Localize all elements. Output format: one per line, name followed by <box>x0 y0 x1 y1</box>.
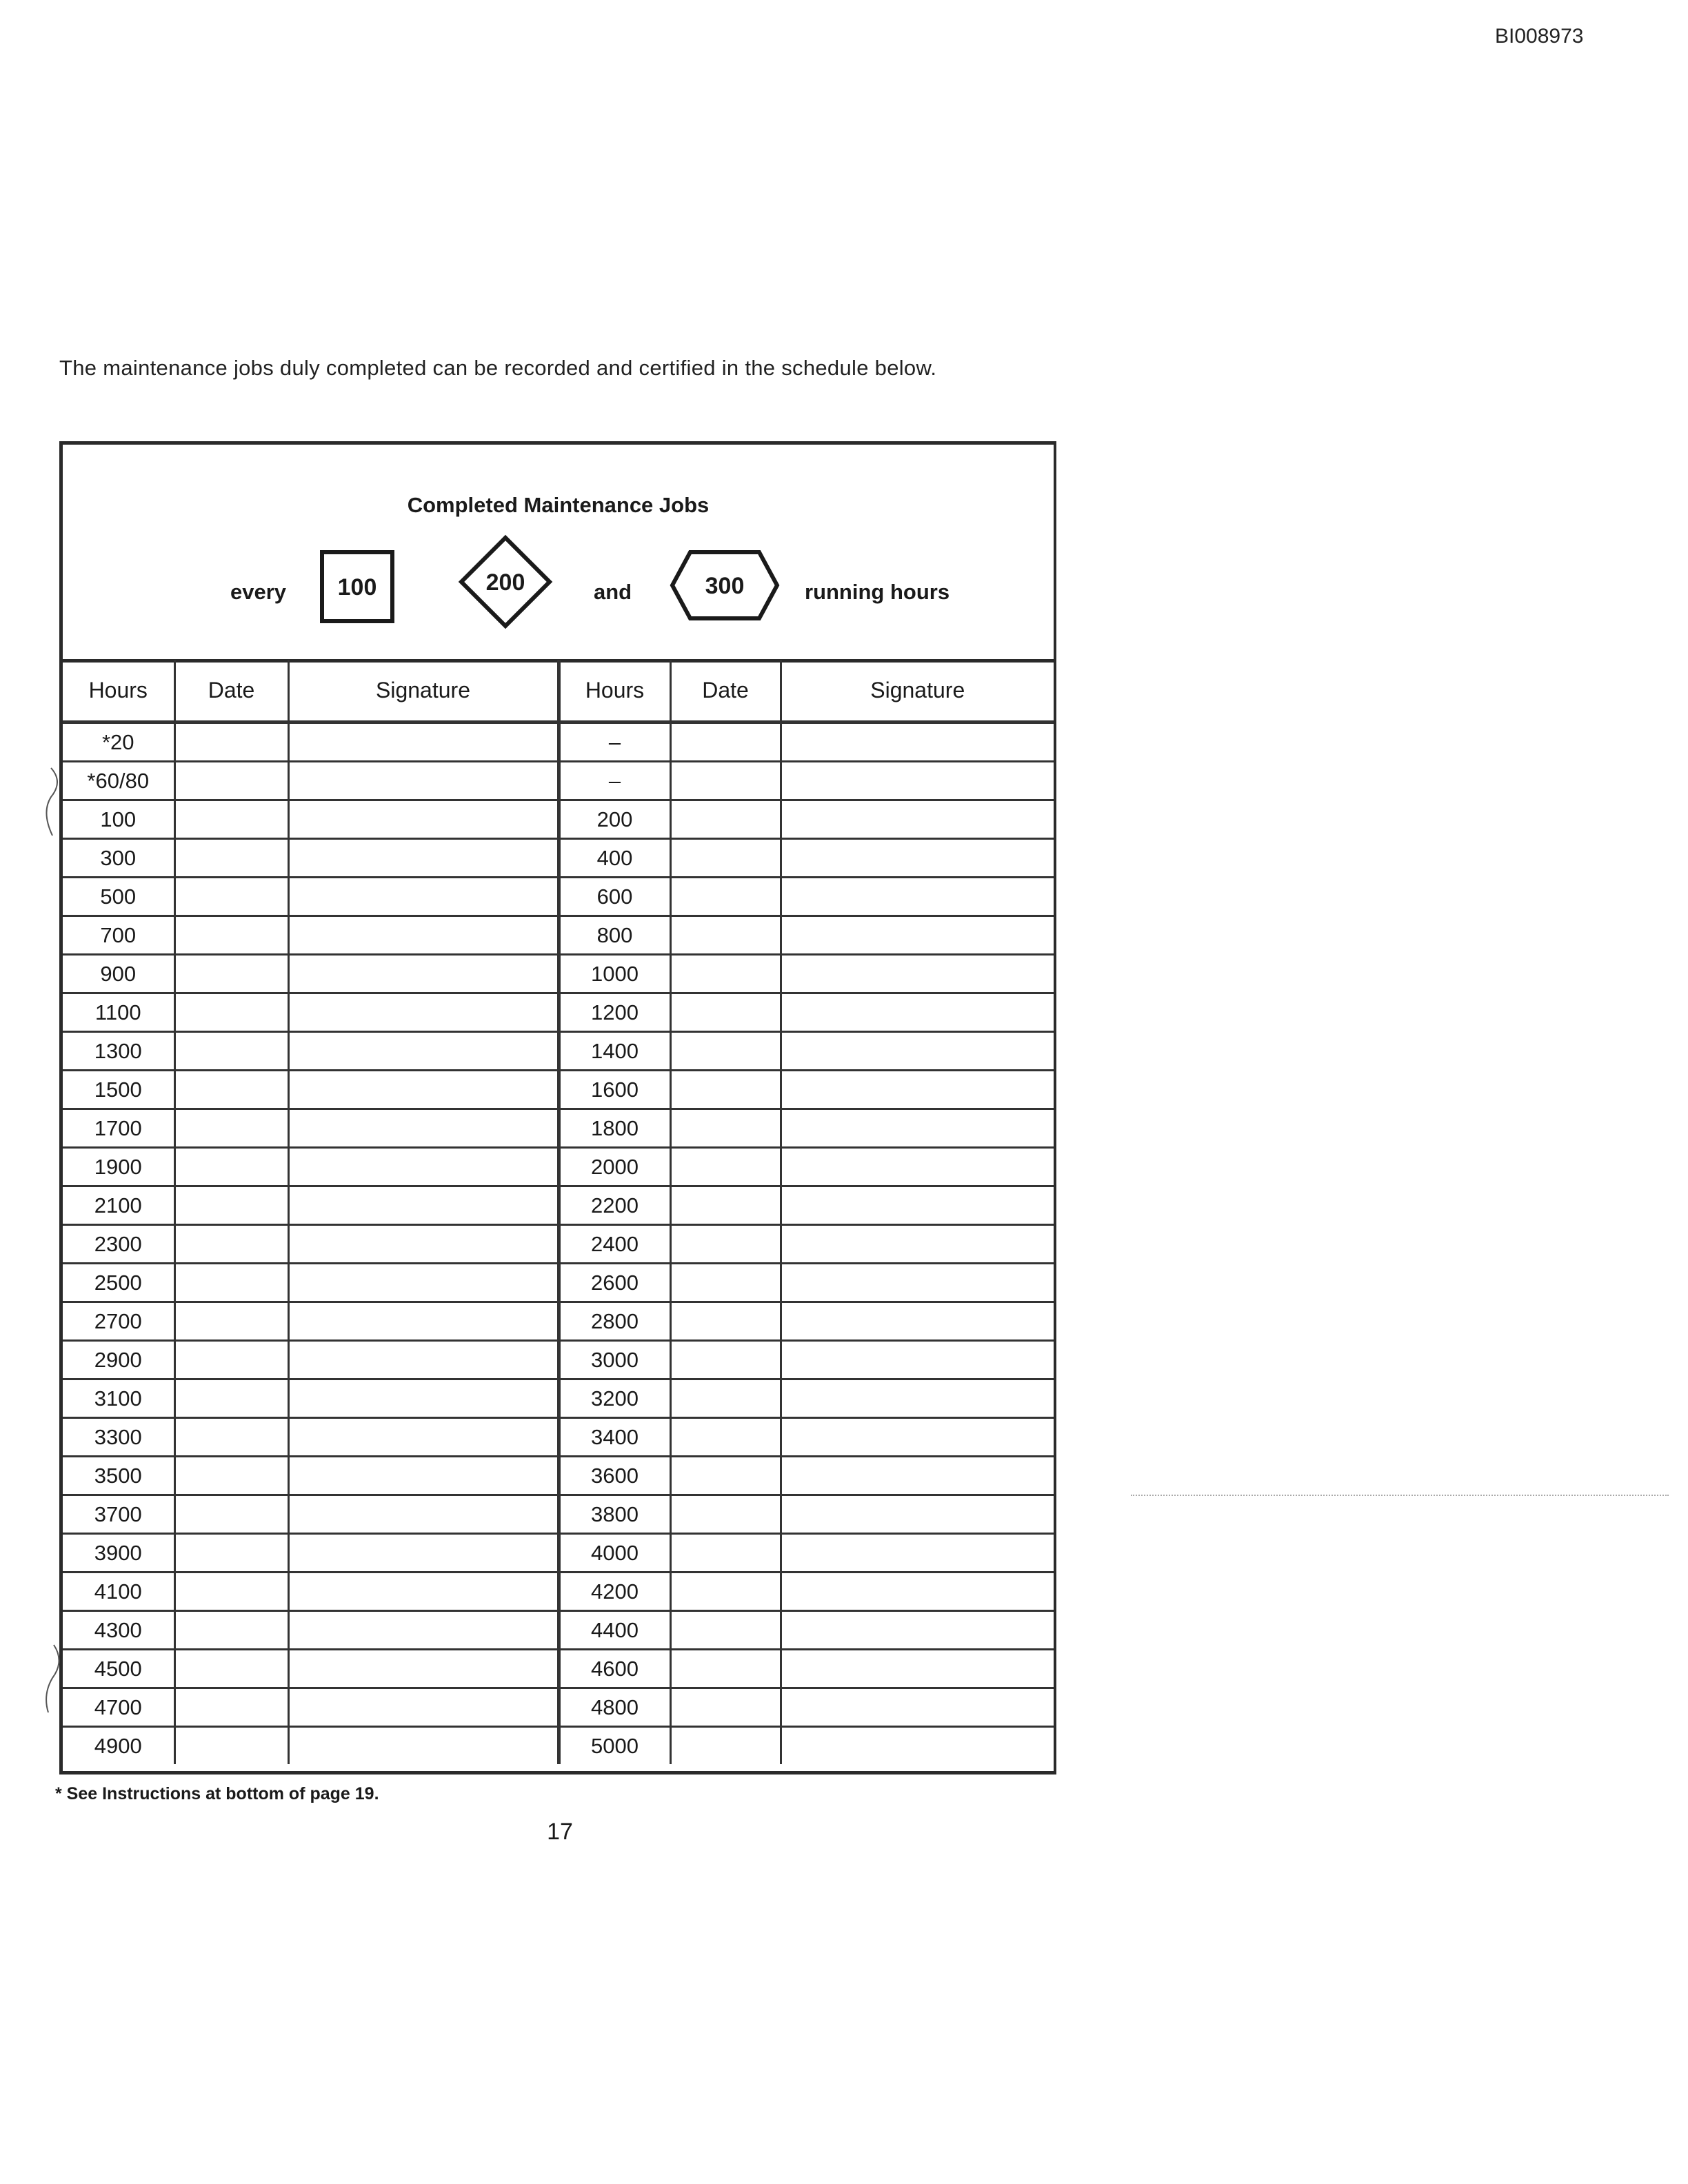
left-signature-cell[interactable] <box>288 1688 559 1727</box>
faint-rule <box>1131 1495 1669 1496</box>
table-row <box>63 1650 1054 1688</box>
right-hours-cell: – <box>559 762 670 800</box>
right-hours-cell: 2800 <box>559 1302 670 1341</box>
left-signature-cell[interactable] <box>288 993 559 1032</box>
right-signature-cell[interactable] <box>781 1611 1054 1650</box>
left-signature-cell[interactable] <box>288 1225 559 1264</box>
left-hours-cell: 3900 <box>63 1534 174 1573</box>
right-signature-cell[interactable] <box>781 878 1054 916</box>
left-signature-cell[interactable] <box>288 1379 559 1418</box>
left-signature-cell[interactable] <box>288 1071 559 1109</box>
left-hours-cell: 2100 <box>63 1186 174 1225</box>
left-signature-cell[interactable] <box>288 1186 559 1225</box>
left-date-cell[interactable] <box>174 1650 288 1688</box>
diamond-interval-value: 200 <box>485 569 525 596</box>
right-hours-cell: 2400 <box>559 1225 670 1264</box>
table-header-row <box>63 660 1054 722</box>
left-hours-cell: 500 <box>63 878 174 916</box>
table-row <box>63 1032 1054 1071</box>
left-hours-cell: 300 <box>63 839 174 878</box>
right-date-cell[interactable] <box>670 1109 781 1148</box>
table-row <box>63 1418 1054 1457</box>
left-date-cell[interactable] <box>174 1379 288 1418</box>
right-date-cell[interactable] <box>670 1032 781 1071</box>
left-hours-cell: 1300 <box>63 1032 174 1071</box>
right-date-cell[interactable] <box>670 839 781 878</box>
right-date-cell[interactable] <box>670 1225 781 1264</box>
left-signature-cell[interactable] <box>288 800 559 839</box>
right-hours-cell: 1200 <box>559 993 670 1032</box>
left-date-cell[interactable] <box>174 955 288 993</box>
right-date-cell[interactable] <box>670 1341 781 1379</box>
left-hours-cell: 2900 <box>63 1341 174 1379</box>
right-signature-cell[interactable] <box>781 1573 1054 1611</box>
right-hours-cell: 400 <box>559 839 670 878</box>
left-date-cell[interactable] <box>174 1071 288 1109</box>
right-hours-cell: 200 <box>559 800 670 839</box>
right-signature-cell[interactable] <box>781 993 1054 1032</box>
table-row <box>63 916 1054 955</box>
hexagon-interval-icon <box>670 549 780 621</box>
left-date-cell[interactable] <box>174 1457 288 1495</box>
right-hours-cell: 4200 <box>559 1573 670 1611</box>
left-hours-cell: 2300 <box>63 1225 174 1264</box>
left-signature-cell[interactable] <box>288 1341 559 1379</box>
table-row <box>63 955 1054 993</box>
left-hours-cell: 4700 <box>63 1688 174 1727</box>
right-date-cell[interactable] <box>670 1727 781 1765</box>
left-signature-cell[interactable] <box>288 1418 559 1457</box>
left-hours-cell: 900 <box>63 955 174 993</box>
right-date-cell[interactable] <box>670 993 781 1032</box>
table-row <box>63 1495 1054 1534</box>
right-date-cell[interactable] <box>670 1688 781 1727</box>
schedule-header <box>63 445 1054 663</box>
right-hours-cell: 4800 <box>559 1688 670 1727</box>
square-interval-icon <box>319 549 395 624</box>
table-row <box>63 1071 1054 1109</box>
left-signature-cell[interactable] <box>288 1302 559 1341</box>
left-date-cell[interactable] <box>174 1534 288 1573</box>
left-signature-cell[interactable] <box>288 1457 559 1495</box>
left-hours-header: Hours <box>63 660 174 722</box>
right-hours-cell: 5000 <box>559 1727 670 1765</box>
right-date-cell[interactable] <box>670 1611 781 1650</box>
left-hours-cell: 1900 <box>63 1148 174 1186</box>
right-date-cell[interactable] <box>670 916 781 955</box>
left-date-cell[interactable] <box>174 1727 288 1765</box>
right-signature-cell[interactable] <box>781 955 1054 993</box>
table-row <box>63 1186 1054 1225</box>
left-date-cell[interactable] <box>174 993 288 1032</box>
right-signature-cell[interactable] <box>781 1418 1054 1457</box>
left-date-cell[interactable] <box>174 762 288 800</box>
left-hours-cell: 3500 <box>63 1457 174 1495</box>
left-signature-cell[interactable] <box>288 1727 559 1765</box>
binder-mark-lower-icon <box>28 1641 62 1717</box>
table-row <box>63 878 1054 916</box>
left-hours-cell: 3700 <box>63 1495 174 1534</box>
left-signature-cell[interactable] <box>288 1495 559 1534</box>
right-signature-cell[interactable] <box>781 1264 1054 1302</box>
table-row <box>63 1264 1054 1302</box>
running-hours-label: running hours <box>805 580 950 604</box>
left-date-cell[interactable] <box>174 878 288 916</box>
right-hours-cell: 2200 <box>559 1186 670 1225</box>
left-signature-header: Signature <box>288 660 559 722</box>
right-hours-cell: 800 <box>559 916 670 955</box>
right-signature-cell[interactable] <box>781 722 1054 762</box>
intro-text: The maintenance jobs duly completed can be recorded and certified in the schedule below. <box>59 356 937 380</box>
left-date-cell[interactable] <box>174 1148 288 1186</box>
left-date-header: Date <box>174 660 288 722</box>
right-signature-cell[interactable] <box>781 1650 1054 1688</box>
right-hours-cell: 2600 <box>559 1264 670 1302</box>
schedule-table <box>63 660 1054 1764</box>
right-hours-cell: 3600 <box>559 1457 670 1495</box>
right-date-cell[interactable] <box>670 762 781 800</box>
right-hours-cell: 1800 <box>559 1109 670 1148</box>
left-hours-cell: 3300 <box>63 1418 174 1457</box>
hexagon-interval-value: 300 <box>705 573 745 599</box>
right-hours-cell: 4000 <box>559 1534 670 1573</box>
left-signature-cell[interactable] <box>288 878 559 916</box>
left-date-cell[interactable] <box>174 1109 288 1148</box>
right-signature-cell[interactable] <box>781 1148 1054 1186</box>
left-hours-cell: 3100 <box>63 1379 174 1418</box>
left-date-cell[interactable] <box>174 1573 288 1611</box>
table-row <box>63 1148 1054 1186</box>
left-date-cell[interactable] <box>174 1186 288 1225</box>
right-hours-cell: – <box>559 722 670 762</box>
left-signature-cell[interactable] <box>288 762 559 800</box>
right-hours-cell: 3400 <box>559 1418 670 1457</box>
left-date-cell[interactable] <box>174 916 288 955</box>
left-signature-cell[interactable] <box>288 1534 559 1573</box>
right-signature-cell[interactable] <box>781 1688 1054 1727</box>
table-row <box>63 993 1054 1032</box>
right-signature-cell[interactable] <box>781 1379 1054 1418</box>
footnote: * See Instructions at bottom of page 19. <box>55 1784 379 1803</box>
left-date-cell[interactable] <box>174 1418 288 1457</box>
left-hours-cell: 100 <box>63 800 174 839</box>
right-signature-cell[interactable] <box>781 1457 1054 1495</box>
table-row <box>63 762 1054 800</box>
left-hours-cell: 1100 <box>63 993 174 1032</box>
table-row <box>63 839 1054 878</box>
table-row <box>63 1302 1054 1341</box>
right-signature-cell[interactable] <box>781 1727 1054 1765</box>
left-hours-cell: *20 <box>63 722 174 762</box>
right-date-cell[interactable] <box>670 1418 781 1457</box>
maintenance-schedule <box>59 441 1056 1775</box>
left-hours-cell: 700 <box>63 916 174 955</box>
right-signature-cell[interactable] <box>781 1534 1054 1573</box>
right-signature-cell[interactable] <box>781 1225 1054 1264</box>
right-signature-cell[interactable] <box>781 1109 1054 1148</box>
right-date-cell[interactable] <box>670 1302 781 1341</box>
left-date-cell[interactable] <box>174 1302 288 1341</box>
schedule-title: Completed Maintenance Jobs <box>407 493 710 517</box>
table-row <box>63 1573 1054 1611</box>
left-signature-cell[interactable] <box>288 722 559 762</box>
right-hours-cell: 1600 <box>559 1071 670 1109</box>
right-date-cell[interactable] <box>670 1573 781 1611</box>
table-row <box>63 1225 1054 1264</box>
right-hours-cell: 3800 <box>559 1495 670 1534</box>
left-signature-cell[interactable] <box>288 1264 559 1302</box>
right-date-cell[interactable] <box>670 1379 781 1418</box>
table-row <box>63 800 1054 839</box>
right-date-cell[interactable] <box>670 722 781 762</box>
table-row <box>63 1688 1054 1727</box>
left-date-cell[interactable] <box>174 839 288 878</box>
left-date-cell[interactable] <box>174 800 288 839</box>
table-row <box>63 1109 1054 1148</box>
left-date-cell[interactable] <box>174 1264 288 1302</box>
right-signature-cell[interactable] <box>781 1341 1054 1379</box>
left-signature-cell[interactable] <box>288 1611 559 1650</box>
left-date-cell[interactable] <box>174 1032 288 1071</box>
left-date-cell[interactable] <box>174 722 288 762</box>
right-signature-cell[interactable] <box>781 1186 1054 1225</box>
table-row <box>63 1727 1054 1765</box>
right-hours-cell: 1400 <box>559 1032 670 1071</box>
right-date-cell[interactable] <box>670 1457 781 1495</box>
right-date-cell[interactable] <box>670 1186 781 1225</box>
left-hours-cell: 4300 <box>63 1611 174 1650</box>
right-date-header: Date <box>670 660 781 722</box>
every-label: every <box>230 580 287 604</box>
right-hours-cell: 600 <box>559 878 670 916</box>
page-number: 17 <box>547 1819 573 1845</box>
right-hours-cell: 3200 <box>559 1379 670 1418</box>
diamond-interval-icon <box>458 534 553 629</box>
right-signature-cell[interactable] <box>781 1302 1054 1341</box>
left-signature-cell[interactable] <box>288 1148 559 1186</box>
right-date-cell[interactable] <box>670 1071 781 1109</box>
left-date-cell[interactable] <box>174 1688 288 1727</box>
table-row <box>63 1611 1054 1650</box>
left-date-cell[interactable] <box>174 1225 288 1264</box>
right-signature-cell[interactable] <box>781 1495 1054 1534</box>
left-signature-cell[interactable] <box>288 1032 559 1071</box>
right-hours-header: Hours <box>559 660 670 722</box>
left-date-cell[interactable] <box>174 1611 288 1650</box>
square-interval-value: 100 <box>337 574 377 600</box>
document-id: BI008973 <box>1495 25 1584 48</box>
right-signature-cell[interactable] <box>781 1071 1054 1109</box>
left-signature-cell[interactable] <box>288 916 559 955</box>
left-signature-cell[interactable] <box>288 1573 559 1611</box>
left-date-cell[interactable] <box>174 1341 288 1379</box>
table-row <box>63 1534 1054 1573</box>
left-hours-cell: 4900 <box>63 1727 174 1765</box>
right-hours-cell: 3000 <box>559 1341 670 1379</box>
right-date-cell[interactable] <box>670 878 781 916</box>
right-date-cell[interactable] <box>670 1264 781 1302</box>
left-signature-cell[interactable] <box>288 839 559 878</box>
right-signature-cell[interactable] <box>781 800 1054 839</box>
table-row <box>63 1457 1054 1495</box>
right-hours-cell: 1000 <box>559 955 670 993</box>
right-hours-cell: 2000 <box>559 1148 670 1186</box>
left-hours-cell: 4100 <box>63 1573 174 1611</box>
left-hours-cell: 2500 <box>63 1264 174 1302</box>
right-date-cell[interactable] <box>670 1495 781 1534</box>
right-date-cell[interactable] <box>670 955 781 993</box>
right-date-cell[interactable] <box>670 1534 781 1573</box>
table-row <box>63 722 1054 762</box>
binder-mark-upper-icon <box>28 764 62 840</box>
table-row <box>63 1341 1054 1379</box>
left-signature-cell[interactable] <box>288 1650 559 1688</box>
left-signature-cell[interactable] <box>288 1109 559 1148</box>
right-signature-cell[interactable] <box>781 916 1054 955</box>
left-hours-cell: *60/80 <box>63 762 174 800</box>
right-hours-cell: 4400 <box>559 1611 670 1650</box>
left-hours-cell: 4500 <box>63 1650 174 1688</box>
and-label: and <box>594 580 632 604</box>
right-signature-cell[interactable] <box>781 762 1054 800</box>
table-row <box>63 1379 1054 1418</box>
right-signature-cell[interactable] <box>781 839 1054 878</box>
right-date-cell[interactable] <box>670 1650 781 1688</box>
right-date-cell[interactable] <box>670 800 781 839</box>
left-signature-cell[interactable] <box>288 955 559 993</box>
left-hours-cell: 1500 <box>63 1071 174 1109</box>
right-date-cell[interactable] <box>670 1148 781 1186</box>
table-body <box>63 722 1054 1765</box>
left-hours-cell: 1700 <box>63 1109 174 1148</box>
right-signature-header: Signature <box>781 660 1054 722</box>
left-date-cell[interactable] <box>174 1495 288 1534</box>
left-hours-cell: 2700 <box>63 1302 174 1341</box>
right-signature-cell[interactable] <box>781 1032 1054 1071</box>
right-hours-cell: 4600 <box>559 1650 670 1688</box>
